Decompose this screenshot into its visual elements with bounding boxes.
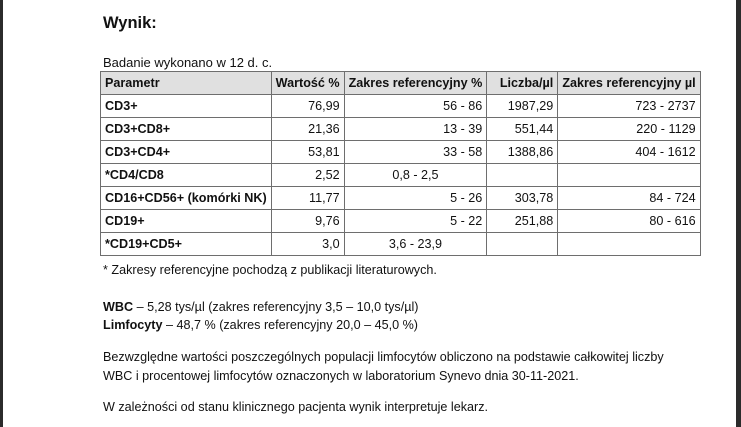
cell-count: 251,88 <box>487 210 558 233</box>
table-row <box>101 141 701 164</box>
wbc-line <box>103 300 418 314</box>
reference-footnote: * Zakresy referencyjne pochodzą z publikacji literaturowych. <box>103 263 437 277</box>
cell-count: 551,44 <box>487 118 558 141</box>
cell-value: 9,76 <box>271 210 344 233</box>
cell-ref-pct: 13 - 39 <box>344 118 487 141</box>
exam-date-note: Badanie wykonano w 12 d. c. <box>103 55 273 70</box>
cell-param: *CD4/CD8 <box>101 164 272 187</box>
wbc-text: – 5,28 tys/µl (zakres referencyjny 3,5 – 10,0 tys/µl) <box>133 300 419 314</box>
cell-param: CD3+ <box>101 95 272 118</box>
result-heading: Wynik: <box>103 14 157 32</box>
cell-param: CD3+CD4+ <box>101 141 272 164</box>
header-parametr: Parametr <box>101 72 272 95</box>
cell-value: 53,81 <box>271 141 344 164</box>
header-zakres-ul: Zakres referencyjny µl <box>558 72 700 95</box>
cell-value: 21,36 <box>271 118 344 141</box>
cell-count: 303,78 <box>487 187 558 210</box>
wbc-label: WBC <box>103 300 134 314</box>
cell-param: *CD19+CD5+ <box>101 233 272 256</box>
cell-count: 1388,86 <box>487 141 558 164</box>
cell-value: 2,52 <box>271 164 344 187</box>
cell-param: CD19+ <box>101 210 272 233</box>
cell-ref-ul: 723 - 2737 <box>558 95 700 118</box>
cell-ref-ul <box>558 164 700 187</box>
results-table <box>100 71 701 256</box>
limfocyty-label: Limfocyty <box>103 318 163 332</box>
header-wartosc: Wartość % <box>271 72 344 95</box>
table-row <box>101 233 701 256</box>
cell-ref-pct: 33 - 58 <box>344 141 487 164</box>
calculation-note: Bezwzględne wartości poszczególnych populacji limfocytów obliczono na podstawie całkowitej liczby WBC i procentowej limfocytów oznaczonych w laboratorium Synevo dnia 30-11-2021. <box>103 350 664 383</box>
cell-ref-ul: 84 - 724 <box>558 187 700 210</box>
cell-ref-ul: 80 - 616 <box>558 210 700 233</box>
cell-ref-ul: 220 - 1129 <box>558 118 700 141</box>
cell-ref-ul <box>558 233 700 256</box>
cell-ref-ul: 404 - 1612 <box>558 141 700 164</box>
cell-ref-pct: 5 - 22 <box>344 210 487 233</box>
table-header-row <box>101 72 701 95</box>
header-zakres-pct: Zakres referencyjny % <box>344 72 487 95</box>
header-liczba: Liczba/µl <box>487 72 558 95</box>
table-row <box>101 118 701 141</box>
table-row <box>101 187 701 210</box>
cell-value: 11,77 <box>271 187 344 210</box>
cell-ref-pct: 5 - 26 <box>344 187 487 210</box>
limfocyty-text: – 48,7 % (zakres referencyjny 20,0 – 45,0 %) <box>162 318 418 332</box>
table-row <box>101 210 701 233</box>
interpretation-note: W zależności od stanu klinicznego pacjenta wynik interpretuje lekarz. <box>103 400 489 414</box>
cell-param: CD3+CD8+ <box>101 118 272 141</box>
cell-count: 1987,29 <box>487 95 558 118</box>
table-row <box>101 95 701 118</box>
cell-ref-pct: 56 - 86 <box>344 95 487 118</box>
cell-count <box>487 233 558 256</box>
cell-value: 76,99 <box>271 95 344 118</box>
cell-value: 3,0 <box>271 233 344 256</box>
cell-count <box>487 164 558 187</box>
cell-ref-pct: 3,6 - 23,9 <box>344 233 487 256</box>
cell-ref-pct: 0,8 - 2,5 <box>344 164 487 187</box>
table-row <box>101 164 701 187</box>
cell-param: CD16+CD56+ (komórki NK) <box>101 187 272 210</box>
limfocyty-line <box>103 318 418 332</box>
